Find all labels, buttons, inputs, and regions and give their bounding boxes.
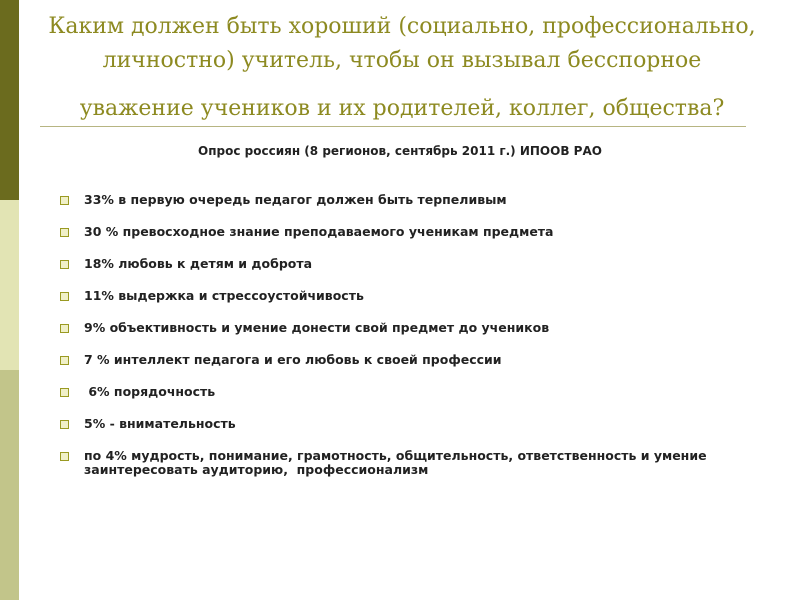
list-item-text: 7 % интеллект педагога и его любовь к своей профессии [84,352,502,367]
list-item [60,417,780,431]
square-bullet-icon [60,292,69,301]
list-item-text: 9% объективность и умение донести свой предмет до учеников [84,320,550,335]
decorative-bar-light [0,200,19,370]
list-item [60,257,780,271]
list-item-text: по 4% мудрость, понимание, грамотность, общительность, ответственность и умение заинтересовать аудиторию, профессионализм [84,448,711,477]
list-item [60,321,780,335]
decorative-bar-dark [0,0,19,200]
list-item [60,385,780,399]
square-bullet-icon [60,420,69,429]
title-divider [40,126,746,127]
list-item [60,225,780,239]
square-bullet-icon [60,324,69,333]
list-item [60,289,780,303]
list-item-text: 5% - внимательность [84,416,236,431]
title-line-2: личностно) учитель, чтобы он вызывал бесспорное [102,48,702,73]
decorative-bar-mid [0,370,19,600]
square-bullet-icon [60,452,69,461]
square-bullet-icon [60,356,69,365]
square-bullet-icon [60,388,69,397]
title-line-3: уважение учеников и их родителей, коллег, общества? [79,96,725,121]
square-bullet-icon [60,196,69,205]
list-item-text: 11% выдержка и стрессоустойчивость [84,288,364,303]
list-item-text: 18% любовь к детям и доброта [84,256,313,271]
list-item-text: 30 % превосходное знание преподаваемого ученикам предмета [84,224,554,239]
list-item-text: 6% порядочность [84,384,216,399]
title-line-1: Каким должен быть хороший (социально, профессионально, [48,14,756,39]
list-item [60,353,780,367]
square-bullet-icon [60,260,69,269]
list-item [60,193,780,207]
list-item [60,449,780,477]
results-list [60,193,780,495]
square-bullet-icon [60,228,69,237]
slide-title [22,10,782,126]
survey-source: Опрос россиян (8 регионов, сентябрь 2011 г.) ИПООВ РАО [198,144,602,158]
list-item-text: 33% в первую очередь педагог должен быть терпеливым [84,192,507,207]
